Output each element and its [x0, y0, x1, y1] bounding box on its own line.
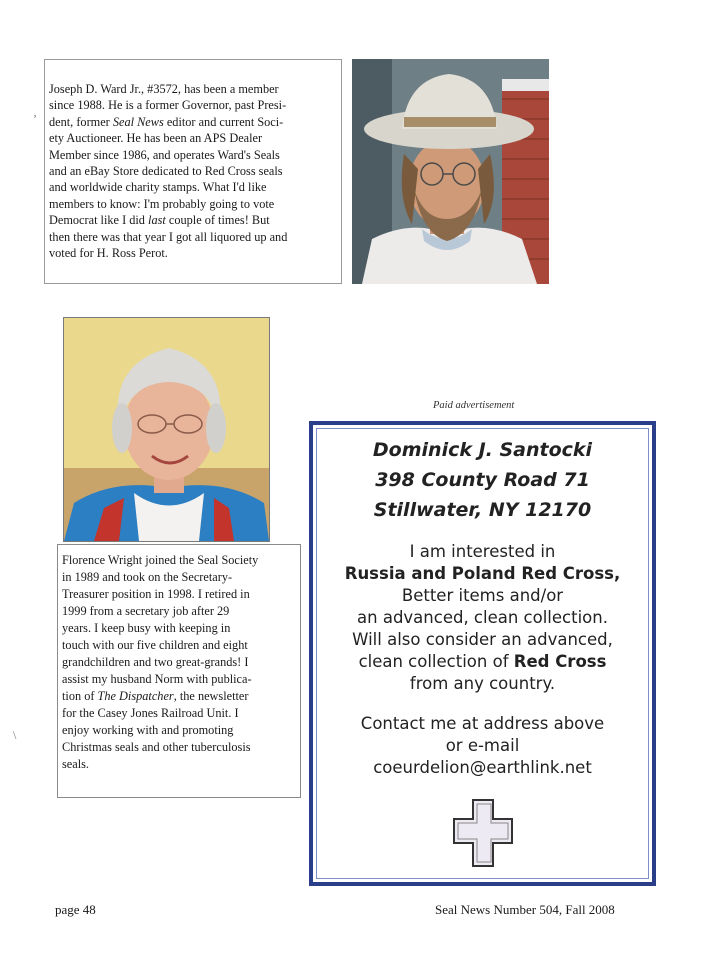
- issue-label: Seal News Number 504, Fall 2008: [435, 902, 615, 917]
- ward-bio-line: ety Auctioneer. He has been an APS Dealer: [49, 131, 263, 146]
- wright-bio-line: Christmas seals and other tuberculosis: [62, 740, 251, 754]
- ad-red-cross-highlight: Red Cross: [513, 652, 607, 671]
- wright-photo: [63, 317, 270, 542]
- advertisement-box: [309, 421, 656, 886]
- ad-text-line-5: Will also consider an advanced,: [352, 630, 613, 649]
- paid-advertisement-note: Paid advertisement: [433, 400, 515, 411]
- ad-interest-line: I am interested in: [409, 542, 556, 561]
- wright-bio-line: Treasurer position in 1998. I retired in: [62, 587, 250, 601]
- ward-bio-line: Joseph D. Ward Jr., #3572, has been a member: [49, 82, 279, 96]
- wright-bio-box: [57, 544, 301, 798]
- ward-bio-line: Member since 1986, and operates Ward's Seals: [49, 147, 280, 162]
- ward-bio-line: voted for H. Ross Perot.: [49, 246, 168, 261]
- red-cross-outline-icon: [451, 797, 515, 869]
- ward-bio-line: dent, former Seal News editor and current Soci-: [49, 114, 284, 129]
- ward-bio-line: and worldwide charity stamps. What I'd like: [49, 180, 267, 195]
- ad-contact-line: Contact me at address above: [360, 714, 605, 733]
- wright-bio-line: tion of The Dispatcher, the newsletter: [62, 689, 249, 703]
- advertiser-name: Dominick J. Santocki: [372, 439, 593, 461]
- ad-text-line-3: Better items and/or: [401, 586, 564, 605]
- ward-portrait: [352, 59, 549, 284]
- wright-bio-line: assist my husband Norm with publica-: [62, 672, 252, 686]
- ward-bio-line: and an eBay Store dedicated to Red Cross seals: [49, 164, 283, 179]
- ward-bio-line: members to know: I'm probably going to vote: [49, 196, 275, 211]
- advertiser-address-line-2: Stillwater, NY 12170: [373, 499, 592, 521]
- wright-portrait: [64, 318, 269, 541]
- wright-bio-line: Florence Wright joined the Seal Society: [62, 553, 259, 567]
- ad-interest-highlight: Russia and Poland Red Cross,: [344, 564, 621, 583]
- ad-email-intro: or e-mail: [445, 736, 520, 755]
- scan-mark: ʼ: [33, 112, 37, 126]
- advertiser-address-line-1: 398 County Road 71: [375, 469, 590, 491]
- ward-bio-box: [44, 59, 342, 284]
- wright-bio-line: 1999 from a secretary job after 29: [62, 604, 230, 618]
- ad-text-line-7: from any country.: [409, 674, 556, 693]
- ward-photo: [352, 59, 549, 284]
- ad-text-line-6: [313, 651, 652, 673]
- wright-bio-line: seals.: [62, 757, 89, 771]
- wright-bio-line: touch with our five children and eight: [62, 638, 248, 652]
- wright-bio-line: in 1989 and took on the Secretary-: [62, 570, 233, 584]
- ad-email-address[interactable]: coeurdelion@earthlink.net: [373, 758, 592, 777]
- ward-bio-line: Democrat like I did last couple of times! But: [49, 213, 270, 228]
- scan-mark: \: [13, 728, 17, 742]
- wright-bio-line: grandchildren and two great-grands! I: [62, 655, 249, 669]
- wright-bio-line: years. I keep busy with keeping in: [62, 621, 231, 635]
- ward-bio-line: then there was that year I got all liquored up and: [49, 229, 288, 244]
- ad-text-line-4: an advanced, clean collection.: [357, 608, 608, 627]
- wright-bio-line: for the Casey Jones Railroad Unit. I: [62, 706, 239, 720]
- ad-text-line-6-start: clean collection of: [358, 652, 514, 671]
- wright-bio-line: enjoy working with and promoting: [62, 723, 234, 737]
- ward-bio-line: since 1988. He is a former Governor, past Presi-: [49, 98, 287, 113]
- page-number: page 48: [55, 902, 96, 917]
